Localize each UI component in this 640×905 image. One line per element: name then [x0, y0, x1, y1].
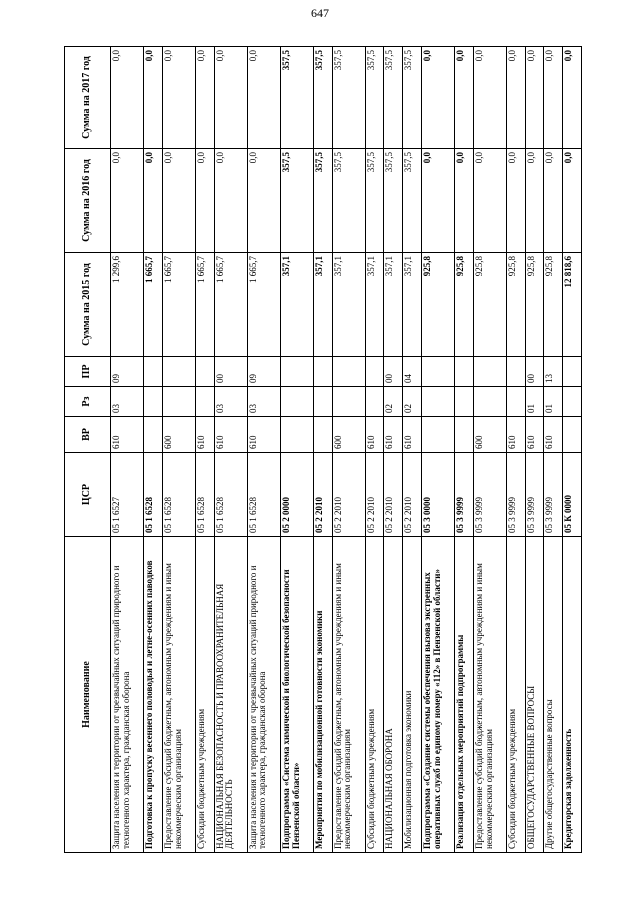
table-row — [111, 47, 144, 853]
cell-vr: 610 — [403, 417, 422, 453]
cell-sum-2017: 0,0 — [563, 47, 582, 149]
header-vr: ВР — [65, 417, 111, 453]
cell-sum-2015: 357,1 — [365, 253, 384, 357]
cell-pr: 00 — [525, 357, 544, 387]
cell-sum-2016: 0,0 — [544, 149, 563, 253]
cell-sum-2015: 1 665,7 — [144, 253, 163, 357]
cell-rz — [563, 387, 582, 417]
cell-sum-2016: 357,5 — [384, 149, 403, 253]
cell-name: Подпрограмма «Система химической и биологической безопасности Пензенской области» — [280, 537, 313, 853]
table-header-row — [65, 47, 111, 853]
cell-rz: 02 — [403, 387, 422, 417]
cell-pr — [506, 357, 525, 387]
cell-rz: 03 — [247, 387, 280, 417]
table-row — [195, 47, 214, 853]
cell-sum-2017: 0,0 — [162, 47, 195, 149]
cell-sum-2016: 0,0 — [473, 149, 506, 253]
cell-sum-2017: 0,0 — [506, 47, 525, 149]
cell-pr: 13 — [544, 357, 563, 387]
cell-sum-2015: 925,8 — [421, 253, 454, 357]
cell-sum-2015: 1 665,7 — [214, 253, 247, 357]
cell-pr — [563, 357, 582, 387]
cell-sum-2015: 925,8 — [525, 253, 544, 357]
cell-sum-2016: 357,5 — [313, 149, 332, 253]
cell-csr: 05 3 9999 — [455, 453, 474, 537]
cell-sum-2016: 357,5 — [280, 149, 313, 253]
cell-pr — [280, 357, 313, 387]
cell-sum-2017: 0,0 — [421, 47, 454, 149]
cell-sum-2015: 357,1 — [403, 253, 422, 357]
cell-csr: 05 3 9999 — [473, 453, 506, 537]
header-name: Наименование — [65, 537, 111, 853]
table-row — [421, 47, 454, 853]
cell-pr — [195, 357, 214, 387]
cell-sum-2015: 357,1 — [332, 253, 365, 357]
cell-sum-2015: 925,8 — [473, 253, 506, 357]
cell-name: Подготовка к пропуску весеннего половодья и летне-осенних паводков — [144, 537, 163, 853]
cell-pr: 09 — [247, 357, 280, 387]
cell-vr — [280, 417, 313, 453]
cell-csr: 05 1 6528 — [162, 453, 195, 537]
cell-sum-2015: 925,8 — [544, 253, 563, 357]
header-rz: Рз — [65, 387, 111, 417]
cell-vr: 610 — [525, 417, 544, 453]
cell-sum-2017: 357,5 — [313, 47, 332, 149]
cell-rz — [421, 387, 454, 417]
budget-table — [64, 46, 582, 853]
cell-sum-2017: 0,0 — [111, 47, 144, 149]
cell-vr — [455, 417, 474, 453]
cell-pr — [421, 357, 454, 387]
cell-sum-2017: 0,0 — [247, 47, 280, 149]
cell-pr — [332, 357, 365, 387]
cell-sum-2017: 0,0 — [195, 47, 214, 149]
cell-csr: 05 2 2010 — [384, 453, 403, 537]
cell-sum-2015: 1 665,7 — [247, 253, 280, 357]
cell-csr: 05 3 9999 — [544, 453, 563, 537]
cell-pr — [162, 357, 195, 387]
cell-csr: 05 1 6528 — [195, 453, 214, 537]
cell-sum-2017: 357,5 — [280, 47, 313, 149]
table-row — [365, 47, 384, 853]
cell-csr: 05 2 2010 — [313, 453, 332, 537]
cell-name: ОБЩЕГОСУДАРСТВЕННЫЕ ВОПРОСЫ — [525, 537, 544, 853]
cell-sum-2016: 357,5 — [332, 149, 365, 253]
cell-name: Другие общегосударственные вопросы — [544, 537, 563, 853]
cell-csr: 05 3 0000 — [421, 453, 454, 537]
cell-sum-2017: 357,5 — [365, 47, 384, 149]
cell-pr — [455, 357, 474, 387]
cell-rz — [365, 387, 384, 417]
cell-sum-2017: 357,5 — [403, 47, 422, 149]
cell-rz: 01 — [525, 387, 544, 417]
cell-vr: 610 — [195, 417, 214, 453]
cell-rz — [506, 387, 525, 417]
table-row — [214, 47, 247, 853]
table-row — [563, 47, 582, 853]
cell-rz — [455, 387, 474, 417]
cell-pr — [313, 357, 332, 387]
cell-sum-2016: 0,0 — [111, 149, 144, 253]
table-row — [506, 47, 525, 853]
cell-sum-2016: 0,0 — [162, 149, 195, 253]
cell-sum-2015: 925,8 — [455, 253, 474, 357]
cell-name: Подпрограмма «Создание системы обеспечения вызова экстренных оперативных служб по единому номеру «112» в Пензенской области» — [421, 537, 454, 853]
cell-sum-2015: 357,1 — [384, 253, 403, 357]
header-pr: ПР — [65, 357, 111, 387]
table-row — [544, 47, 563, 853]
page-number: 647 — [311, 6, 329, 20]
cell-sum-2017: 0,0 — [544, 47, 563, 149]
cell-sum-2017: 0,0 — [144, 47, 163, 149]
cell-name: Предоставление субсидий бюджетным, автономным учреждениям и иным некоммерческим организациям — [473, 537, 506, 853]
cell-sum-2017: 357,5 — [384, 47, 403, 149]
cell-sum-2017: 0,0 — [473, 47, 506, 149]
cell-sum-2016: 0,0 — [247, 149, 280, 253]
cell-rz — [144, 387, 163, 417]
cell-name: Мобилизационная подготовка экономики — [403, 537, 422, 853]
cell-sum-2017: 0,0 — [455, 47, 474, 149]
table-row — [162, 47, 195, 853]
cell-sum-2016: 0,0 — [195, 149, 214, 253]
cell-pr — [365, 357, 384, 387]
table-row — [473, 47, 506, 853]
cell-sum-2016: 357,5 — [403, 149, 422, 253]
table-row — [144, 47, 163, 853]
cell-csr: 05 2 0000 — [280, 453, 313, 537]
cell-pr: 04 — [403, 357, 422, 387]
cell-sum-2016: 0,0 — [455, 149, 474, 253]
cell-name: Субсидии бюджетным учреждениям — [506, 537, 525, 853]
cell-sum-2015: 1 665,7 — [162, 253, 195, 357]
cell-rz — [313, 387, 332, 417]
cell-name: Реализация отдельных мероприятий подпрограммы — [455, 537, 474, 853]
cell-csr: 05 1 6528 — [247, 453, 280, 537]
cell-csr: 05 К 0000 — [563, 453, 582, 537]
cell-sum-2015: 357,1 — [280, 253, 313, 357]
cell-name: Субсидии бюджетным учреждениям — [195, 537, 214, 853]
cell-name: Защита населения и территории от чрезвычайных ситуаций природного и техногенного характера, гражданская оборона — [111, 537, 144, 853]
cell-pr — [144, 357, 163, 387]
cell-csr: 05 2 2010 — [365, 453, 384, 537]
cell-vr: 600 — [162, 417, 195, 453]
cell-name: Субсидии бюджетным учреждениям — [365, 537, 384, 853]
cell-sum-2016: 0,0 — [563, 149, 582, 253]
cell-name: Мероприятия по мобилизационной готовности экономики — [313, 537, 332, 853]
table-row — [332, 47, 365, 853]
cell-vr: 610 — [365, 417, 384, 453]
cell-name: Защита населения и территории от чрезвычайных ситуаций природного и техногенного характера, гражданская оборона — [247, 537, 280, 853]
cell-vr: 610 — [111, 417, 144, 453]
cell-csr: 05 1 6528 — [144, 453, 163, 537]
cell-rz: 03 — [111, 387, 144, 417]
header-sum-2016: Сумма на 2016 год — [65, 149, 111, 253]
header-csr: ЦСР — [65, 453, 111, 537]
cell-sum-2016: 357,5 — [365, 149, 384, 253]
cell-vr — [563, 417, 582, 453]
table-row — [455, 47, 474, 853]
cell-rz: 01 — [544, 387, 563, 417]
cell-rz — [195, 387, 214, 417]
cell-csr: 05 2 2010 — [403, 453, 422, 537]
cell-rz: 02 — [384, 387, 403, 417]
cell-rz — [162, 387, 195, 417]
cell-vr — [144, 417, 163, 453]
cell-sum-2016: 0,0 — [525, 149, 544, 253]
cell-rz — [332, 387, 365, 417]
cell-vr: 600 — [332, 417, 365, 453]
cell-name: Кредиторская задолженность — [563, 537, 582, 853]
cell-rz — [280, 387, 313, 417]
cell-sum-2015: 925,8 — [506, 253, 525, 357]
cell-sum-2015: 1 299,6 — [111, 253, 144, 357]
table-row — [313, 47, 332, 853]
cell-vr: 610 — [506, 417, 525, 453]
cell-vr — [421, 417, 454, 453]
cell-sum-2017: 0,0 — [525, 47, 544, 149]
cell-vr — [313, 417, 332, 453]
cell-rz: 03 — [214, 387, 247, 417]
cell-sum-2017: 0,0 — [214, 47, 247, 149]
cell-pr — [473, 357, 506, 387]
table-row — [384, 47, 403, 853]
cell-name: НАЦИОНАЛЬНАЯ БЕЗОПАСНОСТЬ И ПРАВООХРАНИТЕЛЬНАЯ ДЕЯТЕЛЬНОСТЬ — [214, 537, 247, 853]
cell-name: Предоставление субсидий бюджетным, автономным учреждениям и иным некоммерческим организациям — [332, 537, 365, 853]
cell-sum-2016: 0,0 — [144, 149, 163, 253]
cell-vr: 610 — [384, 417, 403, 453]
cell-vr: 610 — [247, 417, 280, 453]
cell-csr: 05 3 9999 — [506, 453, 525, 537]
cell-vr: 610 — [214, 417, 247, 453]
cell-sum-2015: 12 818,6 — [563, 253, 582, 357]
cell-pr: 00 — [384, 357, 403, 387]
cell-vr: 600 — [473, 417, 506, 453]
cell-csr: 05 1 6527 — [111, 453, 144, 537]
table-row — [403, 47, 422, 853]
cell-sum-2017: 357,5 — [332, 47, 365, 149]
cell-sum-2016: 0,0 — [506, 149, 525, 253]
cell-rz — [473, 387, 506, 417]
table-row — [525, 47, 544, 853]
cell-sum-2015: 357,1 — [313, 253, 332, 357]
cell-csr: 05 2 2010 — [332, 453, 365, 537]
cell-csr: 05 1 6528 — [214, 453, 247, 537]
cell-vr: 610 — [544, 417, 563, 453]
header-sum-2017: Сумма на 2017 год — [65, 47, 111, 149]
cell-pr: 00 — [214, 357, 247, 387]
cell-pr: 09 — [111, 357, 144, 387]
header-sum-2015: Сумма на 2015 год — [65, 253, 111, 357]
cell-name: НАЦИОНАЛЬНАЯ ОБОРОНА — [384, 537, 403, 853]
cell-name: Предоставление субсидий бюджетным, автономным учреждениям и иным некоммерческим организациям — [162, 537, 195, 853]
table-row — [247, 47, 280, 853]
table-row — [280, 47, 313, 853]
cell-csr: 05 3 9999 — [525, 453, 544, 537]
cell-sum-2016: 0,0 — [421, 149, 454, 253]
cell-sum-2015: 1 665,7 — [195, 253, 214, 357]
cell-sum-2016: 0,0 — [214, 149, 247, 253]
